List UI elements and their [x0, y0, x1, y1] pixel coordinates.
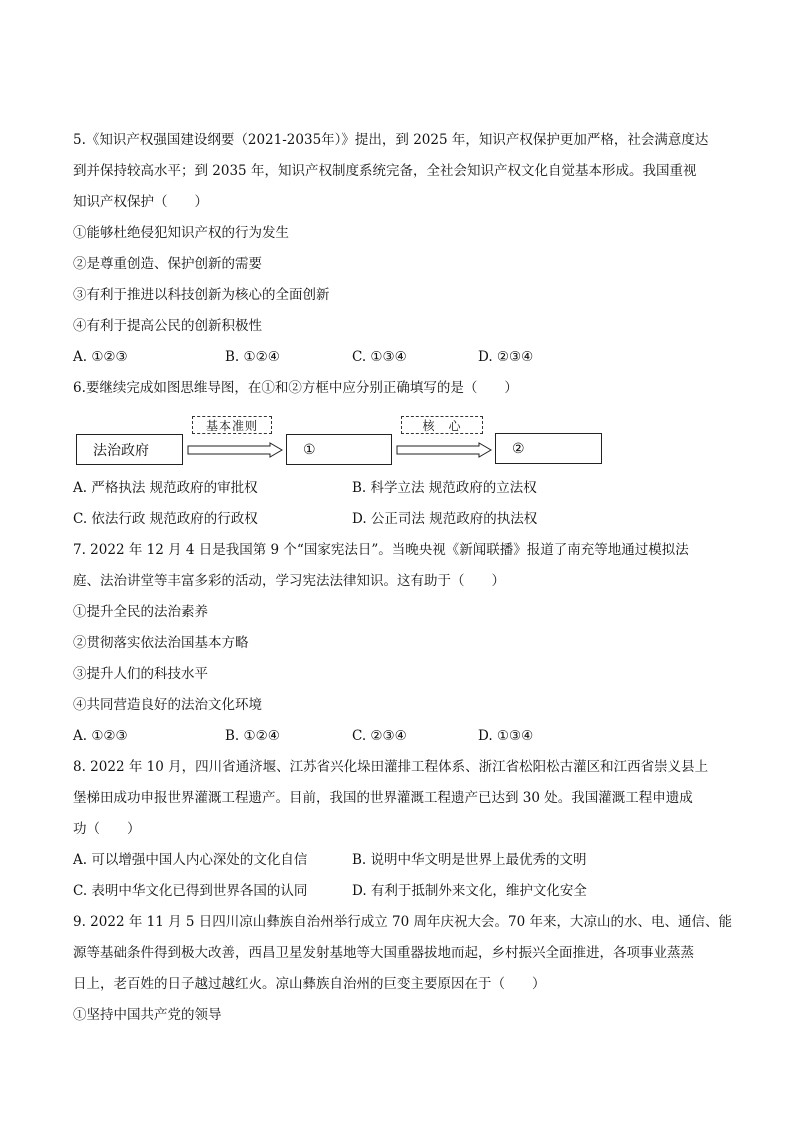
- q5-option-c: C. ①③④: [352, 349, 407, 365]
- q6-option-b: B. 科学立法 规范政府的立法权: [352, 480, 537, 496]
- q7-option-c: C. ②③④: [352, 728, 407, 744]
- q7-item-2: ②贯彻落实依法治国基本方略: [73, 635, 249, 651]
- q8-option-d: D. 有利于抵制外来文化，维护文化安全: [352, 883, 587, 899]
- q9-stem-line-3: 日上，老百姓的日子越过越红火。凉山彝族自治州的巨变主要原因在于（ ）: [73, 976, 546, 992]
- q6-option-a: A. 严格执法 规范政府的审批权: [73, 480, 258, 496]
- q6-stem: 6.要继续完成如图思维导图，在①和②方框中应分别正确填写的是（ ）: [73, 380, 518, 396]
- diagram-arrow-1: [188, 443, 284, 457]
- q7-item-3: ③提升人们的科技水平: [73, 666, 208, 682]
- q5-item-3: ③有利于推进以科技创新为核心的全面创新: [73, 287, 330, 303]
- diagram-arrow-2: [397, 443, 493, 457]
- q7-stem-line-1: 7. 2022 年 12 月 4 日是我国第 9 个“国家宪法日”。当晚央视《新闻联播》报道了南充等地通过模拟法: [73, 542, 689, 558]
- q6-option-c: C. 依法行政 规范政府的行政权: [73, 511, 258, 527]
- q8-stem-line-2: 堡梯田成功申报世界灌溉工程遗产。目前，我国的世界灌溉工程遗产已达到 30 处。我国灌溉工程申遗成: [73, 790, 693, 806]
- q8-option-a: A. 可以增强中国人内心深处的文化自信: [73, 852, 308, 868]
- q5-stem-line-2: 到并保持较高水平；到 2035 年，知识产权制度系统完备，全社会知识产权文化自觉基本形成。我国重视: [73, 163, 697, 179]
- q5-item-2: ②是尊重创造、保护创新的需要: [73, 256, 262, 272]
- q5-stem-line-3: 知识产权保护（ ）: [73, 194, 208, 210]
- q7-option-b: B. ①②④: [225, 728, 280, 744]
- q7-item-1: ①提升全民的法治素养: [73, 604, 208, 620]
- diagram-label-2: 核 心: [401, 416, 483, 434]
- q7-option-a: A. ①②③: [73, 728, 128, 744]
- q9-item-1: ①坚持中国共产党的领导: [73, 1007, 222, 1023]
- q7-item-4: ④共同营造良好的法治文化环境: [73, 697, 262, 713]
- q5-option-a: A. ①②③: [73, 349, 128, 365]
- q5-item-1: ①能够杜绝侵犯知识产权的行为发生: [73, 225, 289, 241]
- q7-option-d: D. ①③④: [478, 728, 534, 744]
- q8-option-b: B. 说明中华文明是世界上最优秀的文明: [352, 852, 587, 868]
- q7-stem-line-2: 庭、法治讲堂等丰富多彩的活动，学习宪法法律知识。这有助于（ ）: [73, 573, 505, 589]
- q6-option-d: D. 公正司法 规范政府的执法权: [352, 511, 538, 527]
- q8-stem-line-3: 功（ ）: [73, 821, 141, 837]
- q5-stem-line-1: 5.《知识产权强国建设纲要（2021-2035年）》提出，到 2025 年，知识产权保护更加严格，社会满意度达: [73, 132, 709, 148]
- q8-stem-line-1: 8. 2022 年 10 月，四川省通济堰、江苏省兴化垛田灌排工程体系、浙江省松阳松古灌区和江西省崇义县上: [73, 759, 709, 775]
- diagram-box-2: ②: [495, 433, 602, 464]
- q9-stem-line-1: 9. 2022 年 11 月 5 日四川凉山彝族自治州举行成立 70 周年庆祝大会。70 年来，大凉山的水、电、通信、能: [73, 914, 732, 930]
- q8-option-c: C. 表明中华文化已得到世界各国的认同: [73, 883, 308, 899]
- diagram-label-1: 基本准则: [192, 416, 272, 434]
- q5-option-d: D. ②③④: [478, 349, 534, 365]
- q9-stem-line-2: 源等基础条件得到极大改善，西昌卫星发射基地等大国重器拔地而起，乡村振兴全面推进，各项事业蒸蒸: [73, 945, 694, 961]
- q5-option-b: B. ①②④: [225, 349, 280, 365]
- diagram-box-1: ①: [286, 434, 392, 465]
- diagram-box-start: 法治政府: [76, 434, 183, 465]
- q5-item-4: ④有利于提高公民的创新积极性: [73, 318, 262, 334]
